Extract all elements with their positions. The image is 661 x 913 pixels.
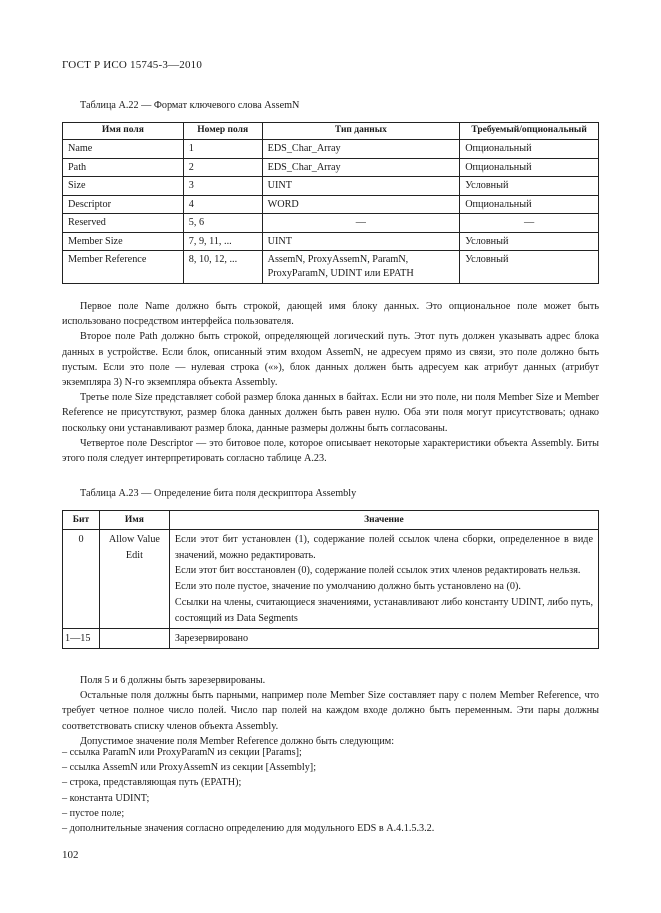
column-header: Имя поля: [63, 123, 184, 140]
column-header: Значение: [169, 511, 598, 530]
table-cell: 0: [63, 530, 100, 629]
table-cell: 1: [183, 140, 262, 159]
table-header-row: [63, 123, 599, 140]
body-text-block-1: [62, 299, 599, 466]
table-cell: WORD: [262, 195, 460, 214]
list-item: – ссылка ParamN или ProxyParamN из секции [Params];: [62, 747, 302, 758]
table-cell: Size: [63, 177, 184, 196]
table-cell: 5, 6: [183, 214, 262, 233]
table-cell: Условный: [460, 251, 599, 284]
table-cell: EDS_Char_Array: [262, 158, 460, 177]
table-cell: 4: [183, 195, 262, 214]
table-cell: Name: [63, 140, 184, 159]
table-cell: Member Reference: [63, 251, 184, 284]
page-number: 102: [62, 849, 79, 861]
column-header: Тип данных: [262, 123, 460, 140]
list-item: – пустое поле;: [62, 807, 125, 819]
table-cell: Условный: [460, 232, 599, 251]
table-a23: [62, 510, 599, 649]
column-header: Номер поля: [183, 123, 262, 140]
document-header: ГОСТ Р ИСО 15745-3—2010: [62, 59, 203, 71]
paragraph: Третье поле Size представляет собой размер блока данных в байтах. Если ни это поле, ни поля Member Size и Member Reference не присутствуют, размер блока данных должен быть равен нулю. Оба эти поля могут присутствовать; однако поскольку они устанавливают размер блока, данные размеры должны быть согласованы.: [62, 392, 599, 434]
table-row: [63, 232, 599, 251]
table-a22: [62, 122, 599, 284]
table-cell: —: [262, 214, 460, 233]
column-header: Требуемый/опциональный: [460, 123, 599, 140]
column-header: Бит: [63, 511, 100, 530]
table-cell: [99, 629, 169, 649]
table-cell: AssemN, ProxyAssemN, ParamN, ProxyParamN, UDINT или EPATH: [262, 251, 460, 284]
table-cell: Descriptor: [63, 195, 184, 214]
list-item: – константа UDINT;: [62, 792, 150, 804]
table-a22-caption: Таблица А.22 — Формат ключевого слова AssemN: [80, 100, 300, 111]
paragraph: Допустимое значение поля Member Reference должно быть следующим:: [80, 735, 395, 747]
table-cell: Условный: [460, 177, 599, 196]
value-line: Если это поле пустое, значение по умолчанию должно быть установлено на (0).: [174, 581, 521, 593]
value-line: Если этот бит восстановлен (0), содержание полей ссылок этих членов редактировать нельзя.: [174, 565, 581, 577]
list-item: – дополнительные значения согласно определению для модульного EDS в А.4.1.5.3.2.: [62, 823, 435, 835]
table-cell: EDS_Char_Array: [262, 140, 460, 159]
paragraph: Остальные поля должны быть парными, например поле Member Size составляет пару с полем Member Reference, что требует четное полное число полей. Число пар полей на каждом входе должно быть переменным. Эти пары должны соответствовать списку членов объекта Assembly.: [62, 690, 599, 732]
member-reference-list: [62, 745, 599, 836]
table-cell: —: [460, 214, 599, 233]
table-cell: Опциональный: [460, 158, 599, 177]
table-cell: Path: [63, 158, 184, 177]
table-header-row: [63, 511, 599, 530]
table-cell: UINT: [262, 177, 460, 196]
list-item: – ссылка AssemN или ProxyAssemN из секции [Assembly];: [62, 762, 317, 774]
paragraph: Первое поле Name должно быть строкой, дающей имя блоку данных. Это опциональное поле может быть использовано посредством интерфейса пользователя.: [62, 301, 599, 328]
table-row: [63, 140, 599, 159]
value-line: Ссылки на члены, считающиеся значениями, устанавливают либо константу UDINT, либо путь, состоящий из Data Segments: [174, 596, 593, 624]
table-cell: UINT: [262, 232, 460, 251]
value-line: Если этот бит установлен (1), содержание полей ссылок члена сборки, определенное в виде значений, можно редактировать.: [174, 534, 593, 561]
body-text-block-2: [62, 673, 599, 749]
table-cell: 8, 10, 12, ...: [183, 251, 262, 284]
table-row: [63, 195, 599, 214]
paragraph: Поля 5 и 6 должны быть зарезервированы.: [80, 675, 266, 686]
table-cell: Member Size: [63, 232, 184, 251]
table-cell: Reserved: [63, 214, 184, 233]
table-cell: 2: [183, 158, 262, 177]
paragraph: Второе поле Path должно быть строкой, определяющей логический путь. Этот путь должен указывать адрес блока данных в устройстве. Если блок, описанный этим входом AssemN, не адресуем прямо из связи, это поле должно быть пустым. Если это поле — нулевая строка («»), блок данных должен быть адресуем как атрибут данных (атрибут экземпляра 3) N-го экземпляра объекта Assembly.: [62, 331, 599, 389]
table-cell: Опциональный: [460, 195, 599, 214]
list-item: – строка, представляющая путь (EPATH);: [62, 777, 242, 789]
table-cell: Allow Value Edit: [99, 530, 169, 629]
table-cell: [169, 530, 598, 629]
table-row: [63, 177, 599, 196]
table-cell: 7, 9, 11, ...: [183, 232, 262, 251]
table-cell: 3: [183, 177, 262, 196]
paragraph: Четвертое поле Descriptor — это битовое поле, которое описывает некоторые характеристики объекта Assembly. Биты этого поля следует интерпретировать согласно таблице А.23.: [62, 437, 599, 465]
table-row: [63, 530, 599, 629]
table-row: [63, 158, 599, 177]
table-cell: 1—15: [63, 629, 100, 649]
table-row: [63, 251, 599, 284]
table-row: [63, 214, 599, 233]
table-cell: Зарезервировано: [169, 629, 598, 649]
table-cell: Опциональный: [460, 140, 599, 159]
column-header: Имя: [99, 511, 169, 530]
table-row: [63, 629, 599, 649]
table-a23-caption: Таблица А.23 — Определение бита поля дескриптора Assembly: [80, 488, 357, 499]
